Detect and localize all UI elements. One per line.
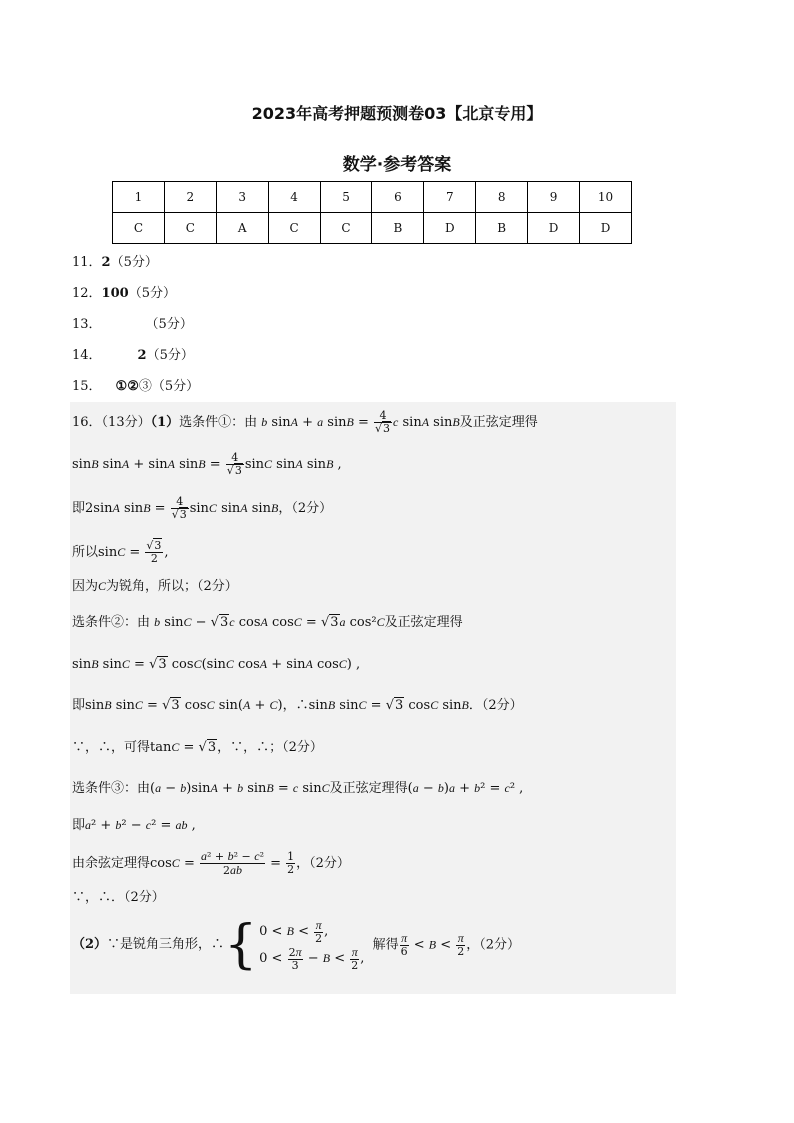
- q16-line-12: 由余弦定理得cosC = $\frac{\text{a² + b² − c²}}{2ab}$ = $\frac{1}{2}$ ，（2分）: [72, 849, 350, 877]
- answer-cell: B: [372, 213, 424, 244]
- answer-line-11: 11．2（5分）: [72, 255, 158, 270]
- answer-cell: C: [164, 213, 216, 244]
- answer-line-13: 13． （5分）: [72, 317, 193, 332]
- answer-cell: A: [216, 213, 268, 244]
- q16-line-10: 选条件③：由(a − b)sinA + b sinB = c sinC及正弦定理得(a − b)a + b² = c² ,: [72, 781, 524, 796]
- answer-table-header-row: [113, 182, 632, 213]
- answer-cell: D: [528, 213, 580, 244]
- q16-line-5: 因为C为锐角，所以；（2分）: [72, 579, 238, 594]
- q16-line-7: sinB sinC = √3 cosC(sinC cosA + sinA cosC) ,: [72, 657, 361, 672]
- q16-line-9: ∵，∴，可得tanC = √3，∵，∴；（2分）: [72, 740, 323, 755]
- answer-cell: B: [476, 213, 528, 244]
- q16-line-11: 即a² + b² − c² = ab ,: [72, 818, 196, 833]
- answer-table: [112, 181, 632, 244]
- question-number: 1: [113, 182, 165, 213]
- answer-cell: C: [320, 213, 372, 244]
- question-number: 4: [268, 182, 320, 213]
- question-number: 10: [580, 182, 632, 213]
- q16-line-8: 即sinB sinC = √3 cosC sin(A + C)，∴sinB sinC = √3 cosC sinB．（2分）: [72, 698, 523, 713]
- answer-table-answer-row: [113, 213, 632, 244]
- q16-line-14: （2）∵是锐角三角形，∴{ 0 < B < $\frac{\pi}{2}$ , 0 < $\frac{2\pi}{3}$ − B < $\frac{\pi}{2}$ , 解得 $\frac{\pi}{6}$ < B < $\frac{\pi}{2}$ ，（2分）: [72, 915, 521, 975]
- left-brace-icon: {: [224, 915, 258, 975]
- question-number: 6: [372, 182, 424, 213]
- answer-cell: D: [580, 213, 632, 244]
- answer-cell: C: [268, 213, 320, 244]
- question-number: 9: [528, 182, 580, 213]
- question-number: 8: [476, 182, 528, 213]
- q16-line-3: 即2sinA sinB = $\frac{4}{√3}$ sinC sinA sinB，（2分）: [72, 495, 333, 521]
- inequality-system: 0 < B < $\frac{\pi}{2}$ , 0 < $\frac{2\pi}{3}$ − B < $\frac{\pi}{2}$ ,: [259, 917, 365, 972]
- q16-line-1: 16．（13分）（1）选条件①：由 b sinA + a sinB = $\frac{4}{√3}$ c sinA sinB及正弦定理得: [72, 409, 538, 435]
- q16-line-2: sinB sinA + sinA sinB = $\frac{4}{√3}$ sinC sinA sinB ,: [72, 451, 342, 477]
- answer-cell: C: [113, 213, 165, 244]
- answer-cell: D: [424, 213, 476, 244]
- question-number: 5: [320, 182, 372, 213]
- question-number: 7: [424, 182, 476, 213]
- page-subtitle: 数学·参考答案: [342, 155, 452, 175]
- question-number: 3: [216, 182, 268, 213]
- answer-line-12: 12．100（5分）: [72, 286, 176, 301]
- q16-line-6: 选条件②：由 b sinC − √3c cosA cosC = √3a cos²C及正弦定理得: [72, 615, 463, 630]
- q16-line-13: ∵，∴．（2分）: [72, 890, 165, 905]
- page-title: 2023年高考押题预测卷03【北京专用】: [251, 104, 543, 123]
- answer-line-14: 14． 2（5分）: [72, 348, 194, 363]
- question-number: 2: [164, 182, 216, 213]
- q16-line-4: 所以sinC = $\frac{√3}{2}$ ,: [72, 539, 169, 565]
- answer-line-15: 15． ①②③（5分）: [72, 379, 200, 394]
